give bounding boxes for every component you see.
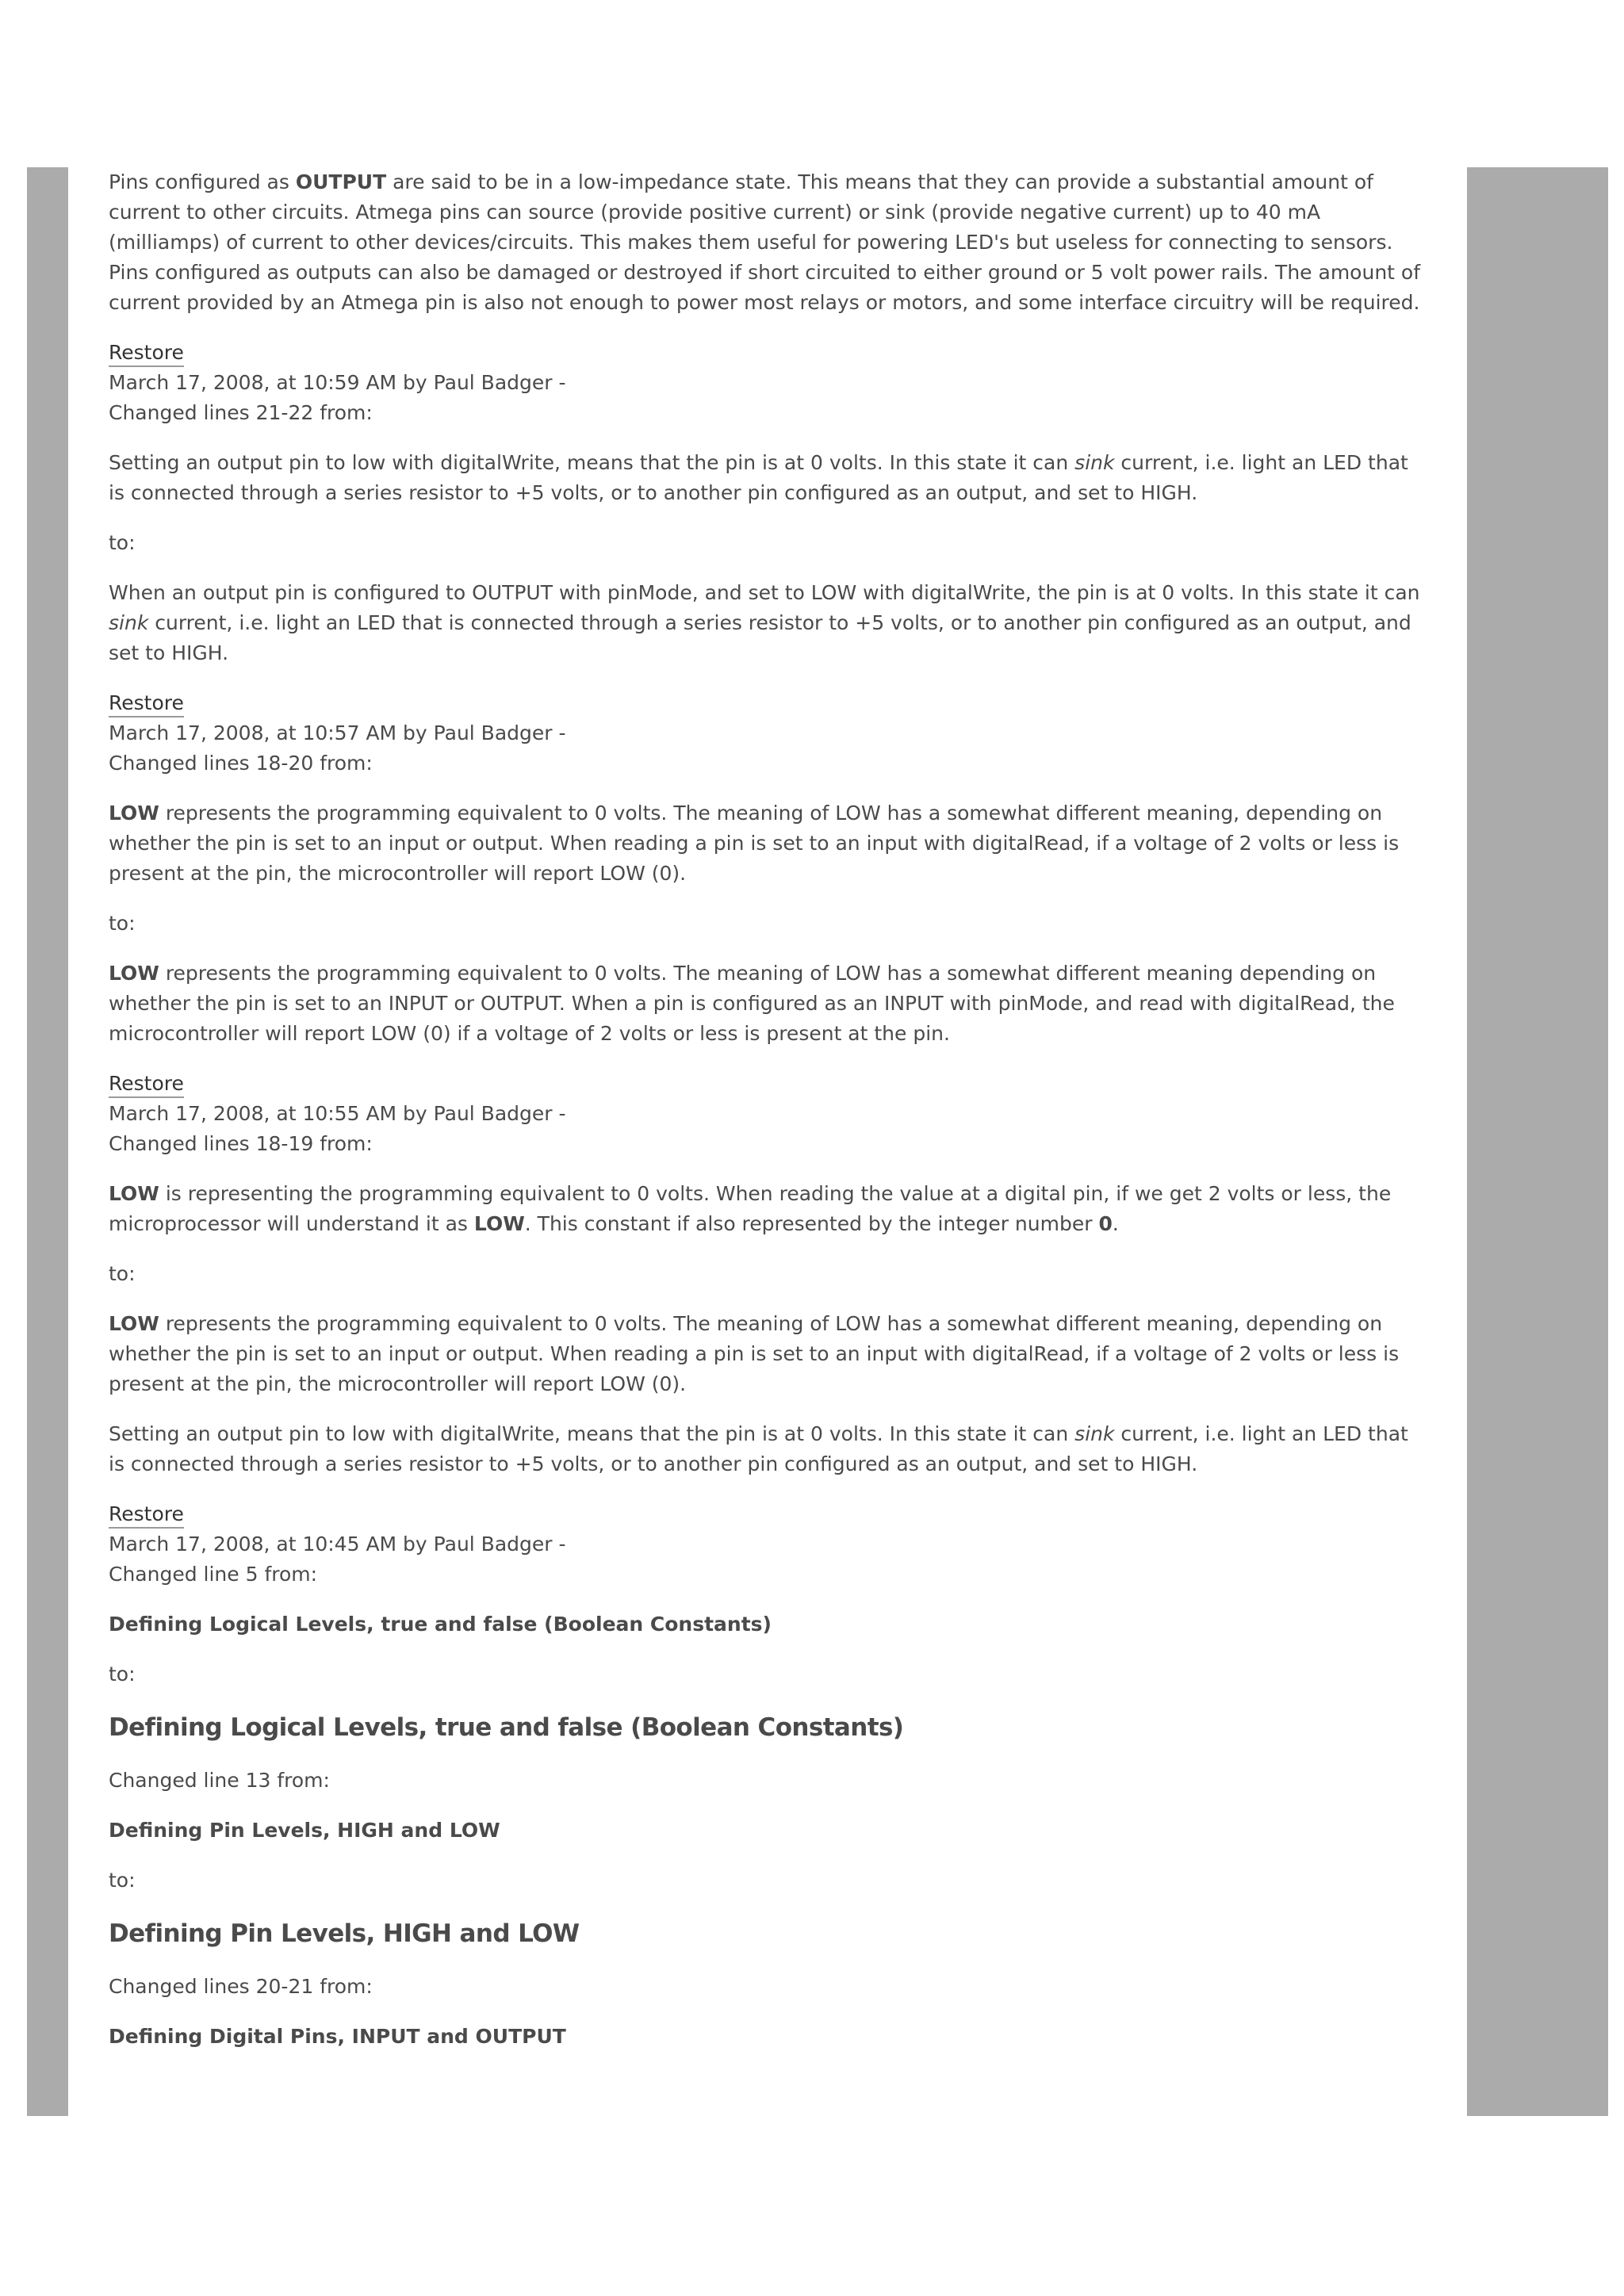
intro-paragraph: Pins configured as OUTPUT are said to be in a low-impedance state. This means that they can provide a substantial amount of current to other circuits. Atmega pins can source (provide positive current) or sink (provide negative current) up to 40 mA (milliamps) of current to other devices/circuits. This makes them useful for powering LED's but useless for connecting to sensors. Pins configured as outputs can also be damaged or destroyed if short circuited to either ground or 5 volt power rails. The amount of current provided by an Atmega pin is also not enough to power most relays or motors, and some interface circuitry will be required. (109, 170, 1421, 314)
revision-meta: March 17, 2008, at 10:59 AM by Paul Badger - (109, 371, 566, 394)
revision-entry (109, 688, 1425, 779)
changed-lines-label: Changed lines 18-19 from: (109, 1132, 373, 1155)
diff-to-heading: Defining Pin Levels, HIGH and LOW (109, 1919, 580, 1948)
changed-lines-label: Changed lines 20-21 from: (109, 1975, 373, 1998)
left-gutter-bar (27, 167, 68, 2116)
revision-meta: March 17, 2008, at 10:55 AM by Paul Badger - (109, 1102, 566, 1125)
changed-lines-label: Changed lines 21-22 from: (109, 401, 373, 424)
revision-meta: March 17, 2008, at 10:57 AM by Paul Badger - (109, 721, 566, 744)
diff-from-text: Setting an output pin to low with digitalWrite, means that the pin is at 0 volts. In this state it can sink current, i.e. light an LED that is connected through a series resistor to +5 volts, or to another pin configured as an output, and set to HIGH. (109, 451, 1408, 504)
diff-from-text: LOW is representing the programming equivalent to 0 volts. When reading the value at a digital pin, if we get 2 volts or less, the microprocessor will understand it as LOW. This constant if also represented by the integer number 0. (109, 1182, 1392, 1235)
diff-from-heading: Defining Digital Pins, INPUT and OUTPUT (109, 2025, 566, 2048)
revision-entry (109, 1069, 1425, 1159)
restore-link[interactable]: Restore (109, 1502, 184, 1529)
changed-lines-label: Changed line 13 from: (109, 1769, 330, 1792)
changed-lines-label: Changed line 5 from: (109, 1563, 318, 1586)
diff-from-text: LOW represents the programming equivalent to 0 volts. The meaning of LOW has a somewhat different meaning, depending on whether the pin is set to an input or output. When reading a pin is set to an input with digitalRead, if a voltage of 2 volts or less is present at the pin, the microcontroller will report LOW (0). (109, 802, 1400, 885)
to-label: to: (109, 531, 136, 554)
diff-to-text: LOW represents the programming equivalent to 0 volts. The meaning of LOW has a somewhat different meaning depending on whether the pin is set to an INPUT or OUTPUT. When a pin is configured as an INPUT with pinMode, and read with digitalRead, the microcontroller will report LOW (0) if a voltage of 2 volts or less is present at the pin. (109, 962, 1395, 1045)
diff-from-heading: Defining Pin Levels, HIGH and LOW (109, 1819, 500, 1842)
to-label: to: (109, 1663, 136, 1686)
diff-from-heading: Defining Logical Levels, true and false (Boolean Constants) (109, 1613, 772, 1636)
diff-to-text: When an output pin is configured to OUTPUT with pinMode, and set to LOW with digitalWrite, the pin is at 0 volts. In this state it can sink current, i.e. light an LED that is connected through a series resistor to +5 volts, or to another pin configured as an output, and set to HIGH. (109, 581, 1420, 664)
to-label: to: (109, 912, 136, 935)
page-content (109, 167, 1425, 2072)
restore-link[interactable]: Restore (109, 1071, 184, 1098)
revision-entry (109, 338, 1425, 428)
to-label: to: (109, 1869, 136, 1892)
diff-to-heading: Defining Logical Levels, true and false (Boolean Constants) (109, 1713, 904, 1742)
revision-entry (109, 1499, 1425, 1590)
changed-lines-label: Changed lines 18-20 from: (109, 752, 373, 775)
restore-link[interactable]: Restore (109, 691, 184, 718)
restore-link[interactable]: Restore (109, 340, 184, 367)
diff-to-text: Setting an output pin to low with digitalWrite, means that the pin is at 0 volts. In this state it can sink current, i.e. light an LED that is connected through a series resistor to +5 volts, or to another pin configured as an output, and set to HIGH. (109, 1422, 1408, 1475)
revision-meta: March 17, 2008, at 10:45 AM by Paul Badger - (109, 1533, 566, 1556)
diff-to-text: LOW represents the programming equivalent to 0 volts. The meaning of LOW has a somewhat different meaning, depending on whether the pin is set to an input or output. When reading a pin is set to an input with digitalRead, if a voltage of 2 volts or less is present at the pin, the microcontroller will report LOW (0). (109, 1312, 1400, 1395)
right-gutter-bar (1467, 167, 1608, 2116)
to-label: to: (109, 1262, 136, 1285)
